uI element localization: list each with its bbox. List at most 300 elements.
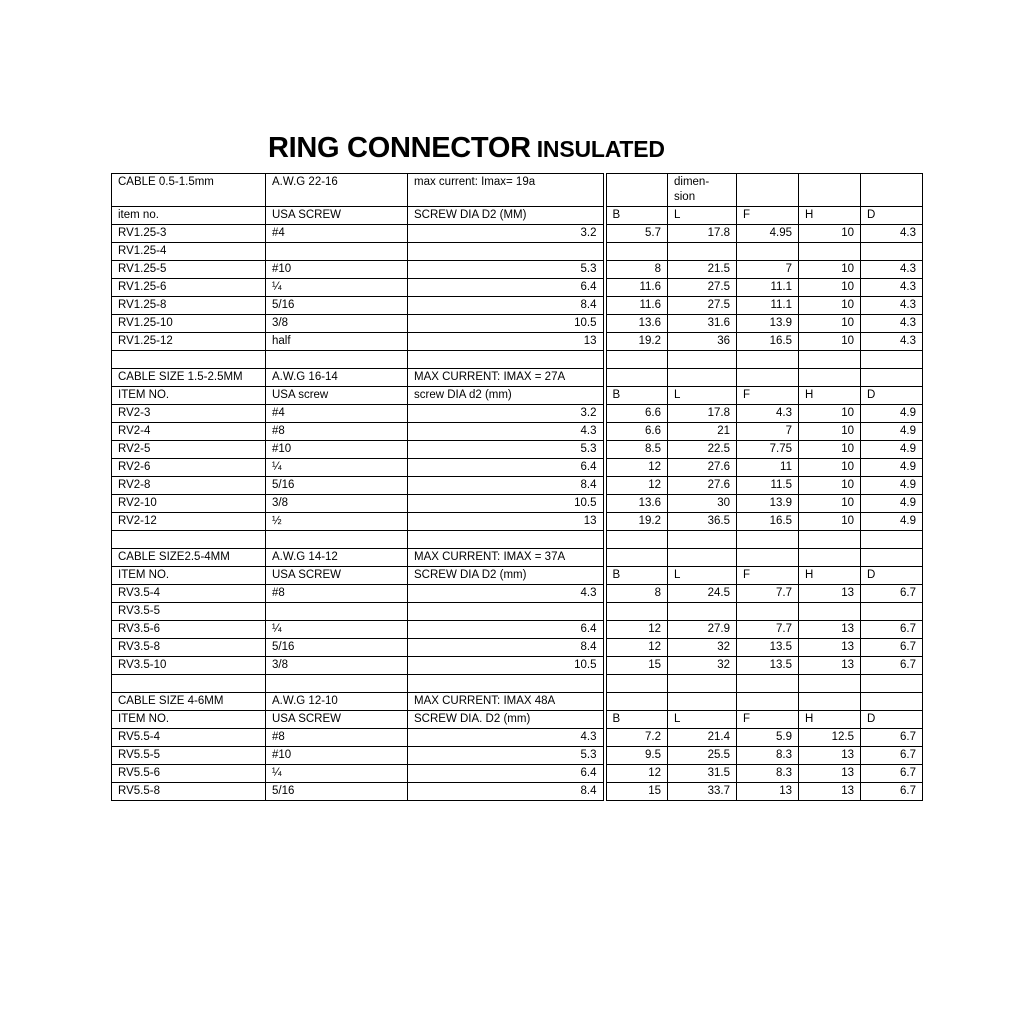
cell-h: 10 <box>799 261 861 279</box>
cell-usa-screw: 5/16 <box>266 639 408 657</box>
cell-usa-screw: #10 <box>266 441 408 459</box>
cell-h: 13 <box>799 585 861 603</box>
cell-d: 4.3 <box>861 315 923 333</box>
cell-b <box>605 603 668 621</box>
cell-f: 7 <box>737 261 799 279</box>
spacer-row <box>112 351 923 369</box>
cell-screw-dia: 6.4 <box>408 279 605 297</box>
cell-usa-screw: USA SCREW <box>266 567 408 585</box>
cell-b: 7.2 <box>605 729 668 747</box>
cell-d <box>861 675 923 693</box>
cell-screw-dia: MAX CURRENT: IMAX 48A <box>408 693 605 711</box>
cell-l: 31.6 <box>668 315 737 333</box>
cell-b <box>605 351 668 369</box>
table-row <box>112 315 923 333</box>
cell-f <box>737 351 799 369</box>
cell-screw-dia: SCREW DIA D2 (mm) <box>408 567 605 585</box>
cell-usa-screw: A.W.G 12-10 <box>266 693 408 711</box>
cell-usa-screw: #8 <box>266 585 408 603</box>
cell-d: 6.7 <box>861 729 923 747</box>
cell-l: 27.6 <box>668 477 737 495</box>
column-header-row <box>112 711 923 729</box>
cell-b: 12 <box>605 765 668 783</box>
cell-usa-screw: 3/8 <box>266 495 408 513</box>
cell-h <box>799 369 861 387</box>
cell-l: L <box>668 207 737 225</box>
cell-h: 13 <box>799 765 861 783</box>
cell-item-no: RV2-3 <box>112 405 266 423</box>
cell-h: 13 <box>799 657 861 675</box>
section-header-row <box>112 174 923 207</box>
cell-l: 21 <box>668 423 737 441</box>
cell-d: 4.3 <box>861 225 923 243</box>
cell-l: 17.8 <box>668 225 737 243</box>
cell-usa-screw <box>266 243 408 261</box>
cell-l: 30 <box>668 495 737 513</box>
table-row <box>112 225 923 243</box>
cell-item-no: RV3.5-6 <box>112 621 266 639</box>
title-sub: INSULATED <box>536 136 665 162</box>
cell-f: 4.95 <box>737 225 799 243</box>
table-row <box>112 333 923 351</box>
cell-b: 15 <box>605 657 668 675</box>
cell-l: 32 <box>668 639 737 657</box>
table-row <box>112 585 923 603</box>
cell-usa-screw: A.W.G 16-14 <box>266 369 408 387</box>
table-row <box>112 243 923 261</box>
section-header-row <box>112 549 923 567</box>
spacer-row <box>112 531 923 549</box>
cell-h: H <box>799 567 861 585</box>
cell-d <box>861 531 923 549</box>
cell-b <box>605 369 668 387</box>
cell-item-no: RV1.25-6 <box>112 279 266 297</box>
cell-f: 13.5 <box>737 657 799 675</box>
cell-l: 31.5 <box>668 765 737 783</box>
cell-b: B <box>605 711 668 729</box>
cell-b <box>605 549 668 567</box>
cell-d: 4.9 <box>861 477 923 495</box>
cell-f: 5.9 <box>737 729 799 747</box>
cell-b: B <box>605 567 668 585</box>
cell-l: 21.4 <box>668 729 737 747</box>
cell-l <box>668 549 737 567</box>
table-row <box>112 747 923 765</box>
cell-usa-screw <box>266 531 408 549</box>
cell-screw-dia: 13 <box>408 513 605 531</box>
cell-h <box>799 531 861 549</box>
cell-b: 8.5 <box>605 441 668 459</box>
cell-d: 4.9 <box>861 441 923 459</box>
cell-screw-dia: SCREW DIA. D2 (mm) <box>408 711 605 729</box>
cell-h <box>799 351 861 369</box>
cell-d <box>861 174 923 207</box>
cell-d: 4.3 <box>861 297 923 315</box>
cell-b <box>605 531 668 549</box>
cell-b: 6.6 <box>605 423 668 441</box>
cell-d: 6.7 <box>861 585 923 603</box>
cell-d: 4.9 <box>861 405 923 423</box>
cell-screw-dia: 4.3 <box>408 423 605 441</box>
cell-l <box>668 369 737 387</box>
cell-screw-dia <box>408 351 605 369</box>
cell-b: 12 <box>605 639 668 657</box>
cell-item-no: ITEM NO. <box>112 567 266 585</box>
cell-screw-dia: SCREW DIA D2 (MM) <box>408 207 605 225</box>
cell-usa-screw: ½ <box>266 513 408 531</box>
cell-b <box>605 174 668 207</box>
cell-screw-dia: MAX CURRENT: IMAX = 27A <box>408 369 605 387</box>
cell-screw-dia <box>408 603 605 621</box>
cell-item-no: RV2-5 <box>112 441 266 459</box>
cell-f: 8.3 <box>737 765 799 783</box>
cell-b: 13.6 <box>605 495 668 513</box>
cell-usa-screw: #8 <box>266 729 408 747</box>
cell-screw-dia: 8.4 <box>408 639 605 657</box>
cell-usa-screw: #4 <box>266 405 408 423</box>
cell-h: 13 <box>799 783 861 801</box>
cell-usa-screw: A.W.G 22-16 <box>266 174 408 207</box>
cell-f <box>737 531 799 549</box>
cell-screw-dia <box>408 243 605 261</box>
cell-l: 33.7 <box>668 783 737 801</box>
table-row <box>112 495 923 513</box>
cell-b: 12 <box>605 621 668 639</box>
cell-d: 4.3 <box>861 333 923 351</box>
spacer-row <box>112 675 923 693</box>
cell-usa-screw: USA screw <box>266 387 408 405</box>
cell-screw-dia: 6.4 <box>408 459 605 477</box>
cell-h: H <box>799 207 861 225</box>
cell-l <box>668 531 737 549</box>
cell-item-no: RV2-6 <box>112 459 266 477</box>
cell-h: 10 <box>799 459 861 477</box>
cell-screw-dia: 4.3 <box>408 729 605 747</box>
cell-usa-screw <box>266 351 408 369</box>
cell-f: 13 <box>737 783 799 801</box>
cell-screw-dia: 6.4 <box>408 765 605 783</box>
cell-item-no: RV1.25-5 <box>112 261 266 279</box>
cell-screw-dia: 6.4 <box>408 621 605 639</box>
table-row <box>112 261 923 279</box>
table-row <box>112 279 923 297</box>
cell-item-no: RV2-4 <box>112 423 266 441</box>
cell-usa-screw: USA SCREW <box>266 207 408 225</box>
cell-b: 5.7 <box>605 225 668 243</box>
cell-b: 19.2 <box>605 333 668 351</box>
cell-f: 7.75 <box>737 441 799 459</box>
cell-f <box>737 675 799 693</box>
cell-f <box>737 603 799 621</box>
cell-screw-dia: MAX CURRENT: IMAX = 37A <box>408 549 605 567</box>
cell-d: 4.9 <box>861 459 923 477</box>
cell-h: 10 <box>799 279 861 297</box>
cell-item-no: RV3.5-4 <box>112 585 266 603</box>
cell-b <box>605 675 668 693</box>
section-header-row <box>112 369 923 387</box>
cell-usa-screw: ¼ <box>266 459 408 477</box>
cell-f: F <box>737 207 799 225</box>
cell-usa-screw: A.W.G 14-12 <box>266 549 408 567</box>
section-header-row <box>112 693 923 711</box>
cell-f: 7.7 <box>737 585 799 603</box>
column-header-row <box>112 207 923 225</box>
spec-table-body <box>112 174 923 801</box>
cell-usa-screw: 5/16 <box>266 297 408 315</box>
cell-h: 13 <box>799 621 861 639</box>
cell-d <box>861 549 923 567</box>
cell-h <box>799 693 861 711</box>
cell-d <box>861 693 923 711</box>
cell-item-no: RV5.5-4 <box>112 729 266 747</box>
cell-h <box>799 675 861 693</box>
cell-item-no: RV2-12 <box>112 513 266 531</box>
title-main: RING CONNECTOR <box>268 132 531 164</box>
cell-l: 17.8 <box>668 405 737 423</box>
cell-b: B <box>605 207 668 225</box>
cell-b: 19.2 <box>605 513 668 531</box>
cell-item-no: RV1.25-3 <box>112 225 266 243</box>
cell-usa-screw: #8 <box>266 423 408 441</box>
document-title <box>268 128 665 173</box>
cell-screw-dia: 10.5 <box>408 495 605 513</box>
table-row <box>112 603 923 621</box>
cell-h: 10 <box>799 423 861 441</box>
cell-item-no <box>112 675 266 693</box>
cell-b: 12 <box>605 459 668 477</box>
cell-item-no: CABLE SIZE 1.5-2.5MM <box>112 369 266 387</box>
cell-b: B <box>605 387 668 405</box>
cell-screw-dia: 8.4 <box>408 477 605 495</box>
cell-b: 11.6 <box>605 297 668 315</box>
cell-item-no: RV3.5-10 <box>112 657 266 675</box>
cell-f: F <box>737 387 799 405</box>
cell-h: 10 <box>799 297 861 315</box>
cell-l: 27.5 <box>668 279 737 297</box>
cell-usa-screw: 3/8 <box>266 315 408 333</box>
cell-l: L <box>668 711 737 729</box>
cell-d <box>861 351 923 369</box>
cell-d: 4.3 <box>861 279 923 297</box>
cell-usa-screw <box>266 675 408 693</box>
cell-l: 27.5 <box>668 297 737 315</box>
cell-h: 10 <box>799 495 861 513</box>
cell-screw-dia: 10.5 <box>408 657 605 675</box>
cell-d: D <box>861 387 923 405</box>
cell-d: 4.3 <box>861 261 923 279</box>
cell-d: 6.7 <box>861 639 923 657</box>
cell-f: 11.5 <box>737 477 799 495</box>
cell-b: 6.6 <box>605 405 668 423</box>
cell-usa-screw: #10 <box>266 261 408 279</box>
cell-l: 32 <box>668 657 737 675</box>
table-row <box>112 477 923 495</box>
cell-h <box>799 174 861 207</box>
cell-b: 15 <box>605 783 668 801</box>
cell-l <box>668 675 737 693</box>
cell-f <box>737 549 799 567</box>
cell-h: H <box>799 711 861 729</box>
cell-usa-screw: #4 <box>266 225 408 243</box>
cell-f: 16.5 <box>737 513 799 531</box>
cell-d <box>861 243 923 261</box>
cell-item-no: RV1.25-8 <box>112 297 266 315</box>
column-header-row <box>112 387 923 405</box>
cell-l: 24.5 <box>668 585 737 603</box>
cell-item-no: RV2-10 <box>112 495 266 513</box>
cell-f: 13.5 <box>737 639 799 657</box>
cell-h: 10 <box>799 405 861 423</box>
cell-item-no: RV3.5-8 <box>112 639 266 657</box>
cell-screw-dia: 5.3 <box>408 441 605 459</box>
cell-f: 8.3 <box>737 747 799 765</box>
cell-f: 11.1 <box>737 279 799 297</box>
cell-b: 12 <box>605 477 668 495</box>
cell-screw-dia: 5.3 <box>408 261 605 279</box>
cell-l: L <box>668 387 737 405</box>
cell-h: 10 <box>799 333 861 351</box>
cell-f: F <box>737 711 799 729</box>
cell-d: 6.7 <box>861 657 923 675</box>
table-row <box>112 639 923 657</box>
cell-h: 13 <box>799 639 861 657</box>
cell-usa-screw: 3/8 <box>266 657 408 675</box>
table-row <box>112 657 923 675</box>
cell-d: 6.7 <box>861 783 923 801</box>
cell-l <box>668 693 737 711</box>
cell-usa-screw: 5/16 <box>266 783 408 801</box>
table-row <box>112 297 923 315</box>
cell-l: 36 <box>668 333 737 351</box>
cell-l <box>668 603 737 621</box>
cell-item-no: RV1.25-10 <box>112 315 266 333</box>
cell-h: 10 <box>799 513 861 531</box>
cell-l <box>668 243 737 261</box>
cell-h: 10 <box>799 477 861 495</box>
cell-item-no: RV5.5-6 <box>112 765 266 783</box>
cell-f: 13.9 <box>737 315 799 333</box>
cell-d <box>861 603 923 621</box>
table-row <box>112 459 923 477</box>
cell-item-no: CABLE SIZE 4-6MM <box>112 693 266 711</box>
cell-item-no: RV5.5-5 <box>112 747 266 765</box>
cell-d: D <box>861 711 923 729</box>
cell-d: D <box>861 207 923 225</box>
cell-item-no: CABLE 0.5-1.5mm <box>112 174 266 207</box>
cell-item-no: RV1.25-12 <box>112 333 266 351</box>
cell-f: F <box>737 567 799 585</box>
cell-l: 27.9 <box>668 621 737 639</box>
table-row <box>112 513 923 531</box>
cell-screw-dia <box>408 531 605 549</box>
cell-usa-screw: ¼ <box>266 621 408 639</box>
cell-item-no <box>112 531 266 549</box>
cell-screw-dia: 8.4 <box>408 297 605 315</box>
table-row <box>112 621 923 639</box>
cell-f: 7.7 <box>737 621 799 639</box>
cell-l: dimen-sion <box>668 174 737 207</box>
cell-item-no: CABLE SIZE2.5-4MM <box>112 549 266 567</box>
cell-item-no: RV1.25-4 <box>112 243 266 261</box>
cell-f: 11.1 <box>737 297 799 315</box>
cell-screw-dia: 3.2 <box>408 225 605 243</box>
cell-usa-screw: 5/16 <box>266 477 408 495</box>
table-row <box>112 441 923 459</box>
cell-b: 8 <box>605 261 668 279</box>
cell-screw-dia: 10.5 <box>408 315 605 333</box>
table-row <box>112 783 923 801</box>
cell-d <box>861 369 923 387</box>
cell-h: 13 <box>799 747 861 765</box>
column-header-row <box>112 567 923 585</box>
cell-h: 10 <box>799 315 861 333</box>
cell-f: 13.9 <box>737 495 799 513</box>
cell-l: 22.5 <box>668 441 737 459</box>
table-row <box>112 765 923 783</box>
cell-screw-dia: 5.3 <box>408 747 605 765</box>
cell-screw-dia: 4.3 <box>408 585 605 603</box>
cell-b <box>605 243 668 261</box>
cell-d: 4.9 <box>861 495 923 513</box>
cell-screw-dia: 13 <box>408 333 605 351</box>
cell-b: 8 <box>605 585 668 603</box>
table-row <box>112 423 923 441</box>
cell-usa-screw: half <box>266 333 408 351</box>
cell-item-no: item no. <box>112 207 266 225</box>
cell-h: 10 <box>799 225 861 243</box>
cell-screw-dia: 8.4 <box>408 783 605 801</box>
cell-b: 11.6 <box>605 279 668 297</box>
cell-l <box>668 351 737 369</box>
cell-usa-screw: #10 <box>266 747 408 765</box>
cell-item-no: RV2-8 <box>112 477 266 495</box>
cell-item-no: ITEM NO. <box>112 387 266 405</box>
cell-f <box>737 174 799 207</box>
cell-d: 4.9 <box>861 513 923 531</box>
cell-h: 12.5 <box>799 729 861 747</box>
cell-b: 13.6 <box>605 315 668 333</box>
cell-f <box>737 243 799 261</box>
cell-h: 10 <box>799 441 861 459</box>
cell-b: 9.5 <box>605 747 668 765</box>
cell-usa-screw: ¼ <box>266 765 408 783</box>
cell-screw-dia: 3.2 <box>408 405 605 423</box>
cell-f: 11 <box>737 459 799 477</box>
table-row <box>112 729 923 747</box>
cell-d: 6.7 <box>861 765 923 783</box>
cell-f: 16.5 <box>737 333 799 351</box>
cell-usa-screw <box>266 603 408 621</box>
ring-connector-spec-table <box>111 173 923 801</box>
cell-f <box>737 369 799 387</box>
table-row <box>112 405 923 423</box>
cell-usa-screw: ¼ <box>266 279 408 297</box>
cell-l: 27.6 <box>668 459 737 477</box>
cell-d: 4.9 <box>861 423 923 441</box>
cell-screw-dia <box>408 675 605 693</box>
cell-l: L <box>668 567 737 585</box>
cell-h <box>799 603 861 621</box>
cell-item-no <box>112 351 266 369</box>
cell-f: 7 <box>737 423 799 441</box>
cell-d: 6.7 <box>861 621 923 639</box>
cell-f: 4.3 <box>737 405 799 423</box>
cell-l: 21.5 <box>668 261 737 279</box>
cell-h <box>799 243 861 261</box>
cell-f <box>737 693 799 711</box>
cell-h <box>799 549 861 567</box>
cell-l: 25.5 <box>668 747 737 765</box>
